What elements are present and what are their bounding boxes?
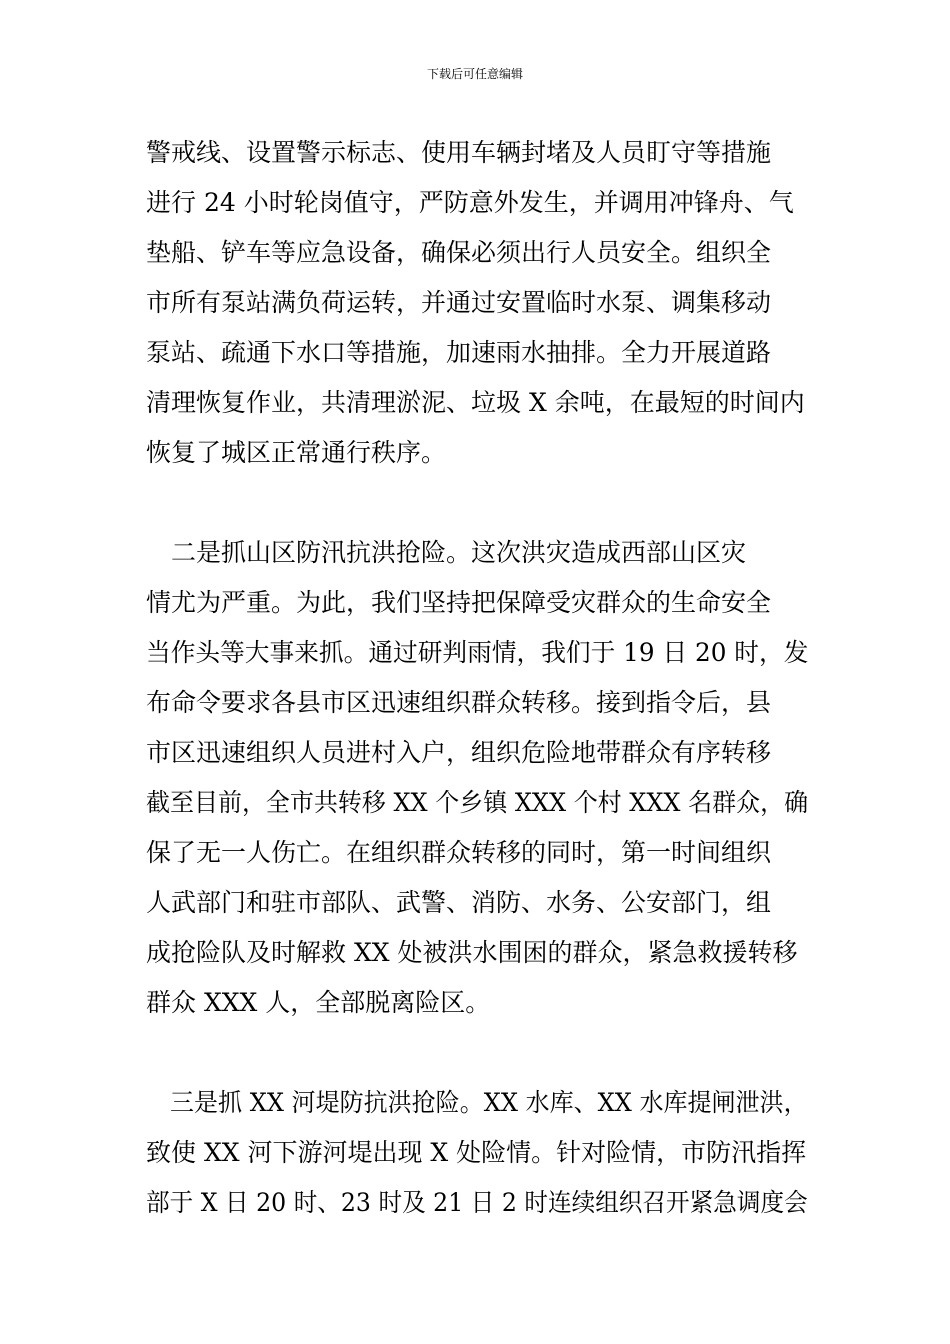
text-line: 三是抓 XX 河堤防抗洪抢险。XX 水库、XX 水库提闸泄洪， bbox=[146, 1088, 808, 1117]
text-line: 群众 XXX 人，全部脱离险区。 bbox=[146, 988, 491, 1017]
text-line: 部于 X 日 20 时、23 时及 21 日 2 时连续组织召开紧急调度会 bbox=[146, 1188, 808, 1217]
paragraph-2 bbox=[146, 528, 809, 1028]
text-line: 市所有泵站满负荷运转，并通过安置临时水泵、调集移动 bbox=[146, 288, 772, 317]
paragraph-gap bbox=[146, 478, 806, 528]
text-line: 泵站、疏通下水口等措施，加速雨水抽排。全力开展道路 bbox=[146, 338, 772, 367]
text-line: 布命令要求各县市区迅速组织群众转移。接到指令后，县 bbox=[146, 688, 772, 717]
document-body bbox=[146, 128, 809, 1228]
text-line: 截至目前，全市共转移 XX 个乡镇 XXX 个村 XXX 名群众，确 bbox=[146, 788, 809, 817]
text-line: 保了无一人伤亡。在组织群众转移的同时，第一时间组织 bbox=[146, 838, 772, 867]
text-line: 市区迅速组织人员进村入户，组织危险地带群众有序转移 bbox=[146, 738, 772, 767]
text-line: 清理恢复作业，共清理淤泥、垃圾 X 余吨，在最短的时间内 bbox=[146, 388, 805, 417]
paragraph-3 bbox=[146, 1078, 806, 1228]
text-line: 当作头等大事来抓。通过研判雨情，我们于 19 日 20 时，发 bbox=[146, 638, 809, 667]
paragraph-1 bbox=[146, 128, 806, 478]
page-header: 下载后可任意编辑 bbox=[426, 67, 523, 81]
text-line: 垫船、铲车等应急设备，确保必须出行人员安全。组织全 bbox=[146, 238, 772, 267]
paragraph-gap bbox=[146, 1028, 806, 1078]
text-line: 进行 24 小时轮岗值守，严防意外发生，并调用冲锋舟、气 bbox=[146, 188, 794, 217]
text-line: 人武部门和驻市部队、武警、消防、水务、公安部门，组 bbox=[146, 888, 772, 917]
text-line: 二是抓山区防汛抗洪抢险。这次洪灾造成西部山区灾 bbox=[146, 538, 747, 567]
text-line: 情尤为严重。为此，我们坚持把保障受灾群众的生命安全 bbox=[146, 588, 772, 617]
text-line: 警戒线、设置警示标志、使用车辆封堵及人员盯守等措施 bbox=[146, 138, 772, 167]
text-line: 成抢险队及时解救 XX 处被洪水围困的群众，紧急救援转移 bbox=[146, 938, 798, 967]
text-line: 致使 XX 河下游河堤出现 X 处险情。针对险情，市防汛指挥 bbox=[146, 1138, 807, 1167]
text-line: 恢复了城区正常通行秩序。 bbox=[146, 438, 447, 467]
